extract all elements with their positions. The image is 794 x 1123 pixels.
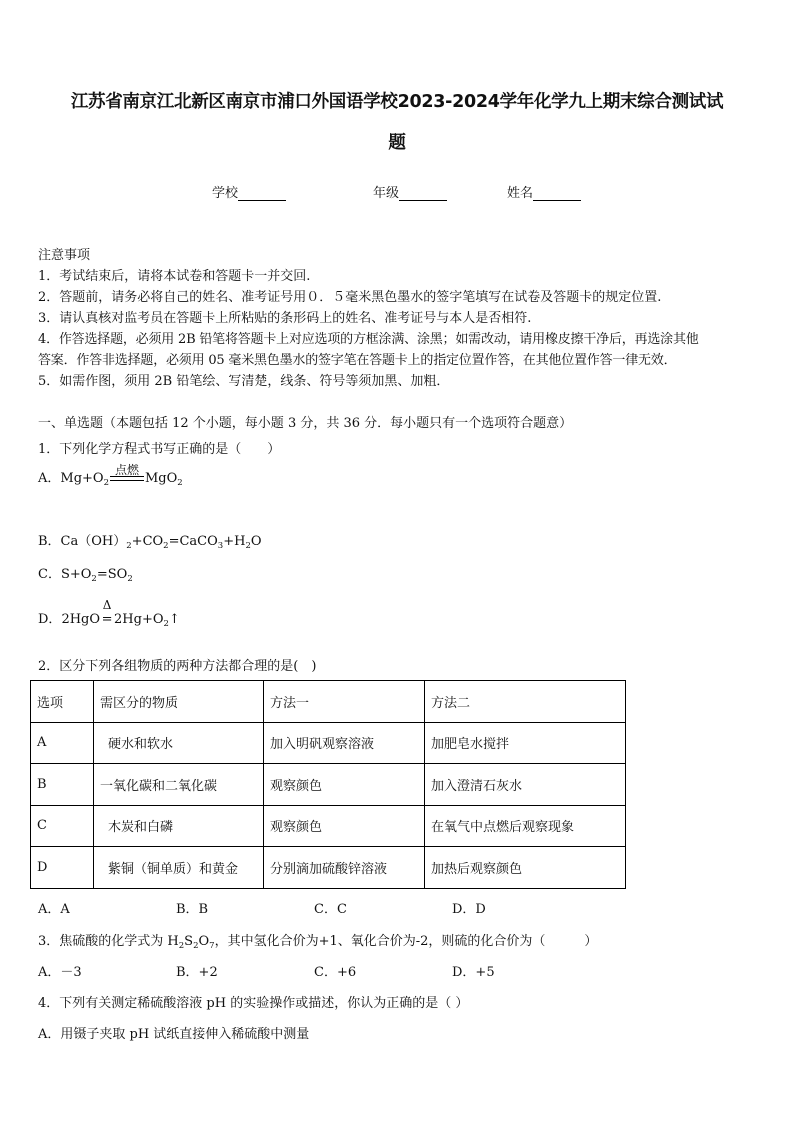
name-field bbox=[507, 182, 581, 201]
table-cell: 观察颜色 bbox=[264, 764, 425, 806]
table-cell: 硬水和软水 bbox=[94, 722, 264, 764]
question-2-option-a[interactable]: A．A bbox=[38, 902, 70, 917]
table-header-cell: 方法一 bbox=[264, 681, 425, 723]
notice-item: 4．作答选择题，必须用 2B 铅笔将答题卡上对应选项的方框涂满、涂黑；如需改动，请用橡皮擦干净后，再选涂其他 bbox=[38, 332, 699, 347]
question-3-option-d[interactable]: D．+5 bbox=[452, 965, 495, 980]
table-cell: 在氧气中点燃后观察现象 bbox=[425, 805, 626, 847]
grade-field bbox=[373, 182, 447, 201]
question-3-option-b[interactable]: B．+2 bbox=[176, 965, 218, 980]
table-cell: 加入澄清石灰水 bbox=[425, 764, 626, 806]
page-title-line1: 江苏省南京江北新区南京市浦口外国语学校2023-2024学年化学九上期末综合测试试 bbox=[70, 92, 724, 112]
question-3-option-a[interactable]: A．－3 bbox=[38, 965, 82, 980]
table-cell: 加入明矾观察溶液 bbox=[264, 722, 425, 764]
school-label: 学校 bbox=[212, 186, 239, 201]
table-header-cell: 需区分的物质 bbox=[94, 681, 264, 723]
table-cell: A bbox=[31, 722, 94, 764]
notice-item: 1．考试结束后，请将本试卷和答题卡一并交回. bbox=[38, 269, 311, 284]
question-1-option-b[interactable]: B．$Ca(OH)_2+CO_2=CaCO_3+H_2O$ bbox=[38, 534, 262, 551]
reaction-condition: Δ bbox=[102, 598, 112, 612]
notice-item: 5．如需作图，须用 2B 铅笔绘、写清楚，线条、符号等须加黑、加粗． bbox=[38, 374, 450, 389]
table-cell: 分别滴加硫酸锌溶液 bbox=[264, 847, 425, 889]
name-blank[interactable] bbox=[533, 188, 581, 201]
question-2-option-d[interactable]: D．D bbox=[452, 902, 486, 917]
table-cell: 木炭和白磷 bbox=[94, 805, 264, 847]
table-cell: 加热后观察颜色 bbox=[425, 847, 626, 889]
question-2-table bbox=[30, 680, 626, 889]
table-row bbox=[31, 847, 626, 889]
notice-item: 3．请认真核对监考员在答题卡上所粘贴的条形码上的姓名、准考证号与本人是否相符. bbox=[38, 311, 532, 326]
table-header-row bbox=[31, 681, 626, 723]
question-4-stem: 4．下列有关测定稀硫酸溶液 pH 的实验操作或描述，你认为正确的是（ ） bbox=[38, 996, 469, 1011]
grade-label: 年级 bbox=[373, 186, 400, 201]
grade-blank[interactable] bbox=[399, 188, 447, 201]
question-1-option-c[interactable]: C．$S+O_2=SO_2$ bbox=[38, 567, 133, 584]
question-2-option-b[interactable]: B．B bbox=[176, 902, 209, 917]
question-1-option-d[interactable]: D．2HgO Δ = $2Hg+O_2↑$ bbox=[38, 598, 180, 629]
table-header-cell: 方法二 bbox=[425, 681, 626, 723]
question-3-option-c[interactable]: C．+6 bbox=[314, 965, 357, 980]
table-row bbox=[31, 722, 626, 764]
reaction-condition: 点燃 bbox=[114, 463, 139, 477]
name-label: 姓名 bbox=[507, 186, 534, 201]
question-3-stem: 3．焦硫酸的化学式为 $H_2S_2O_7$，其中氢化合价为+1、氧化合价为-2，则硫的化合价为（ ） bbox=[38, 934, 598, 951]
section-heading: 一、单选题（本题包括 12 个小题，每小题 3 分，共 36 分．每小题只有一个选项符合题意） bbox=[38, 416, 573, 431]
table-row bbox=[31, 764, 626, 806]
question-1-stem: 1．下列化学方程式书写正确的是（ ） bbox=[38, 442, 281, 457]
school-field bbox=[212, 182, 286, 201]
table-cell: C bbox=[31, 805, 94, 847]
question-4-option-a[interactable]: A．用镊子夹取 pH 试纸直接伸入稀硫酸中测量 bbox=[38, 1027, 310, 1042]
question-2-stem: 2．区分下列各组物质的两种方法都合理的是( ) bbox=[38, 659, 317, 674]
page-title-line2: 题 bbox=[388, 133, 406, 153]
table-cell: 观察颜色 bbox=[264, 805, 425, 847]
notice-item: 答案．作答非选择题，必须用 05 毫米黑色墨水的签字笔在答题卡上的指定位置作答，在其他位置作答一律无效． bbox=[38, 353, 677, 368]
table-row bbox=[31, 805, 626, 847]
question-1-option-a[interactable]: A．$Mg+O_2$ 点燃 MgO$_2$ bbox=[38, 463, 183, 488]
table-cell: D bbox=[31, 847, 94, 889]
table-cell: B bbox=[31, 764, 94, 806]
table-cell: 加肥皂水搅拌 bbox=[425, 722, 626, 764]
notice-item: 2．答题前，请务必将自己的姓名、准考证号用０．５毫米黑色墨水的签字笔填写在试卷及答题卡的规定位置. bbox=[38, 290, 662, 305]
table-header-cell: 选项 bbox=[31, 681, 94, 723]
table-cell: 紫铜（铜单质）和黄金 bbox=[94, 847, 264, 889]
school-blank[interactable] bbox=[238, 188, 286, 201]
table-cell: 一氧化碳和二氧化碳 bbox=[94, 764, 264, 806]
notice-heading: 注意事项 bbox=[38, 248, 91, 263]
question-2-option-c[interactable]: C．C bbox=[314, 902, 347, 917]
